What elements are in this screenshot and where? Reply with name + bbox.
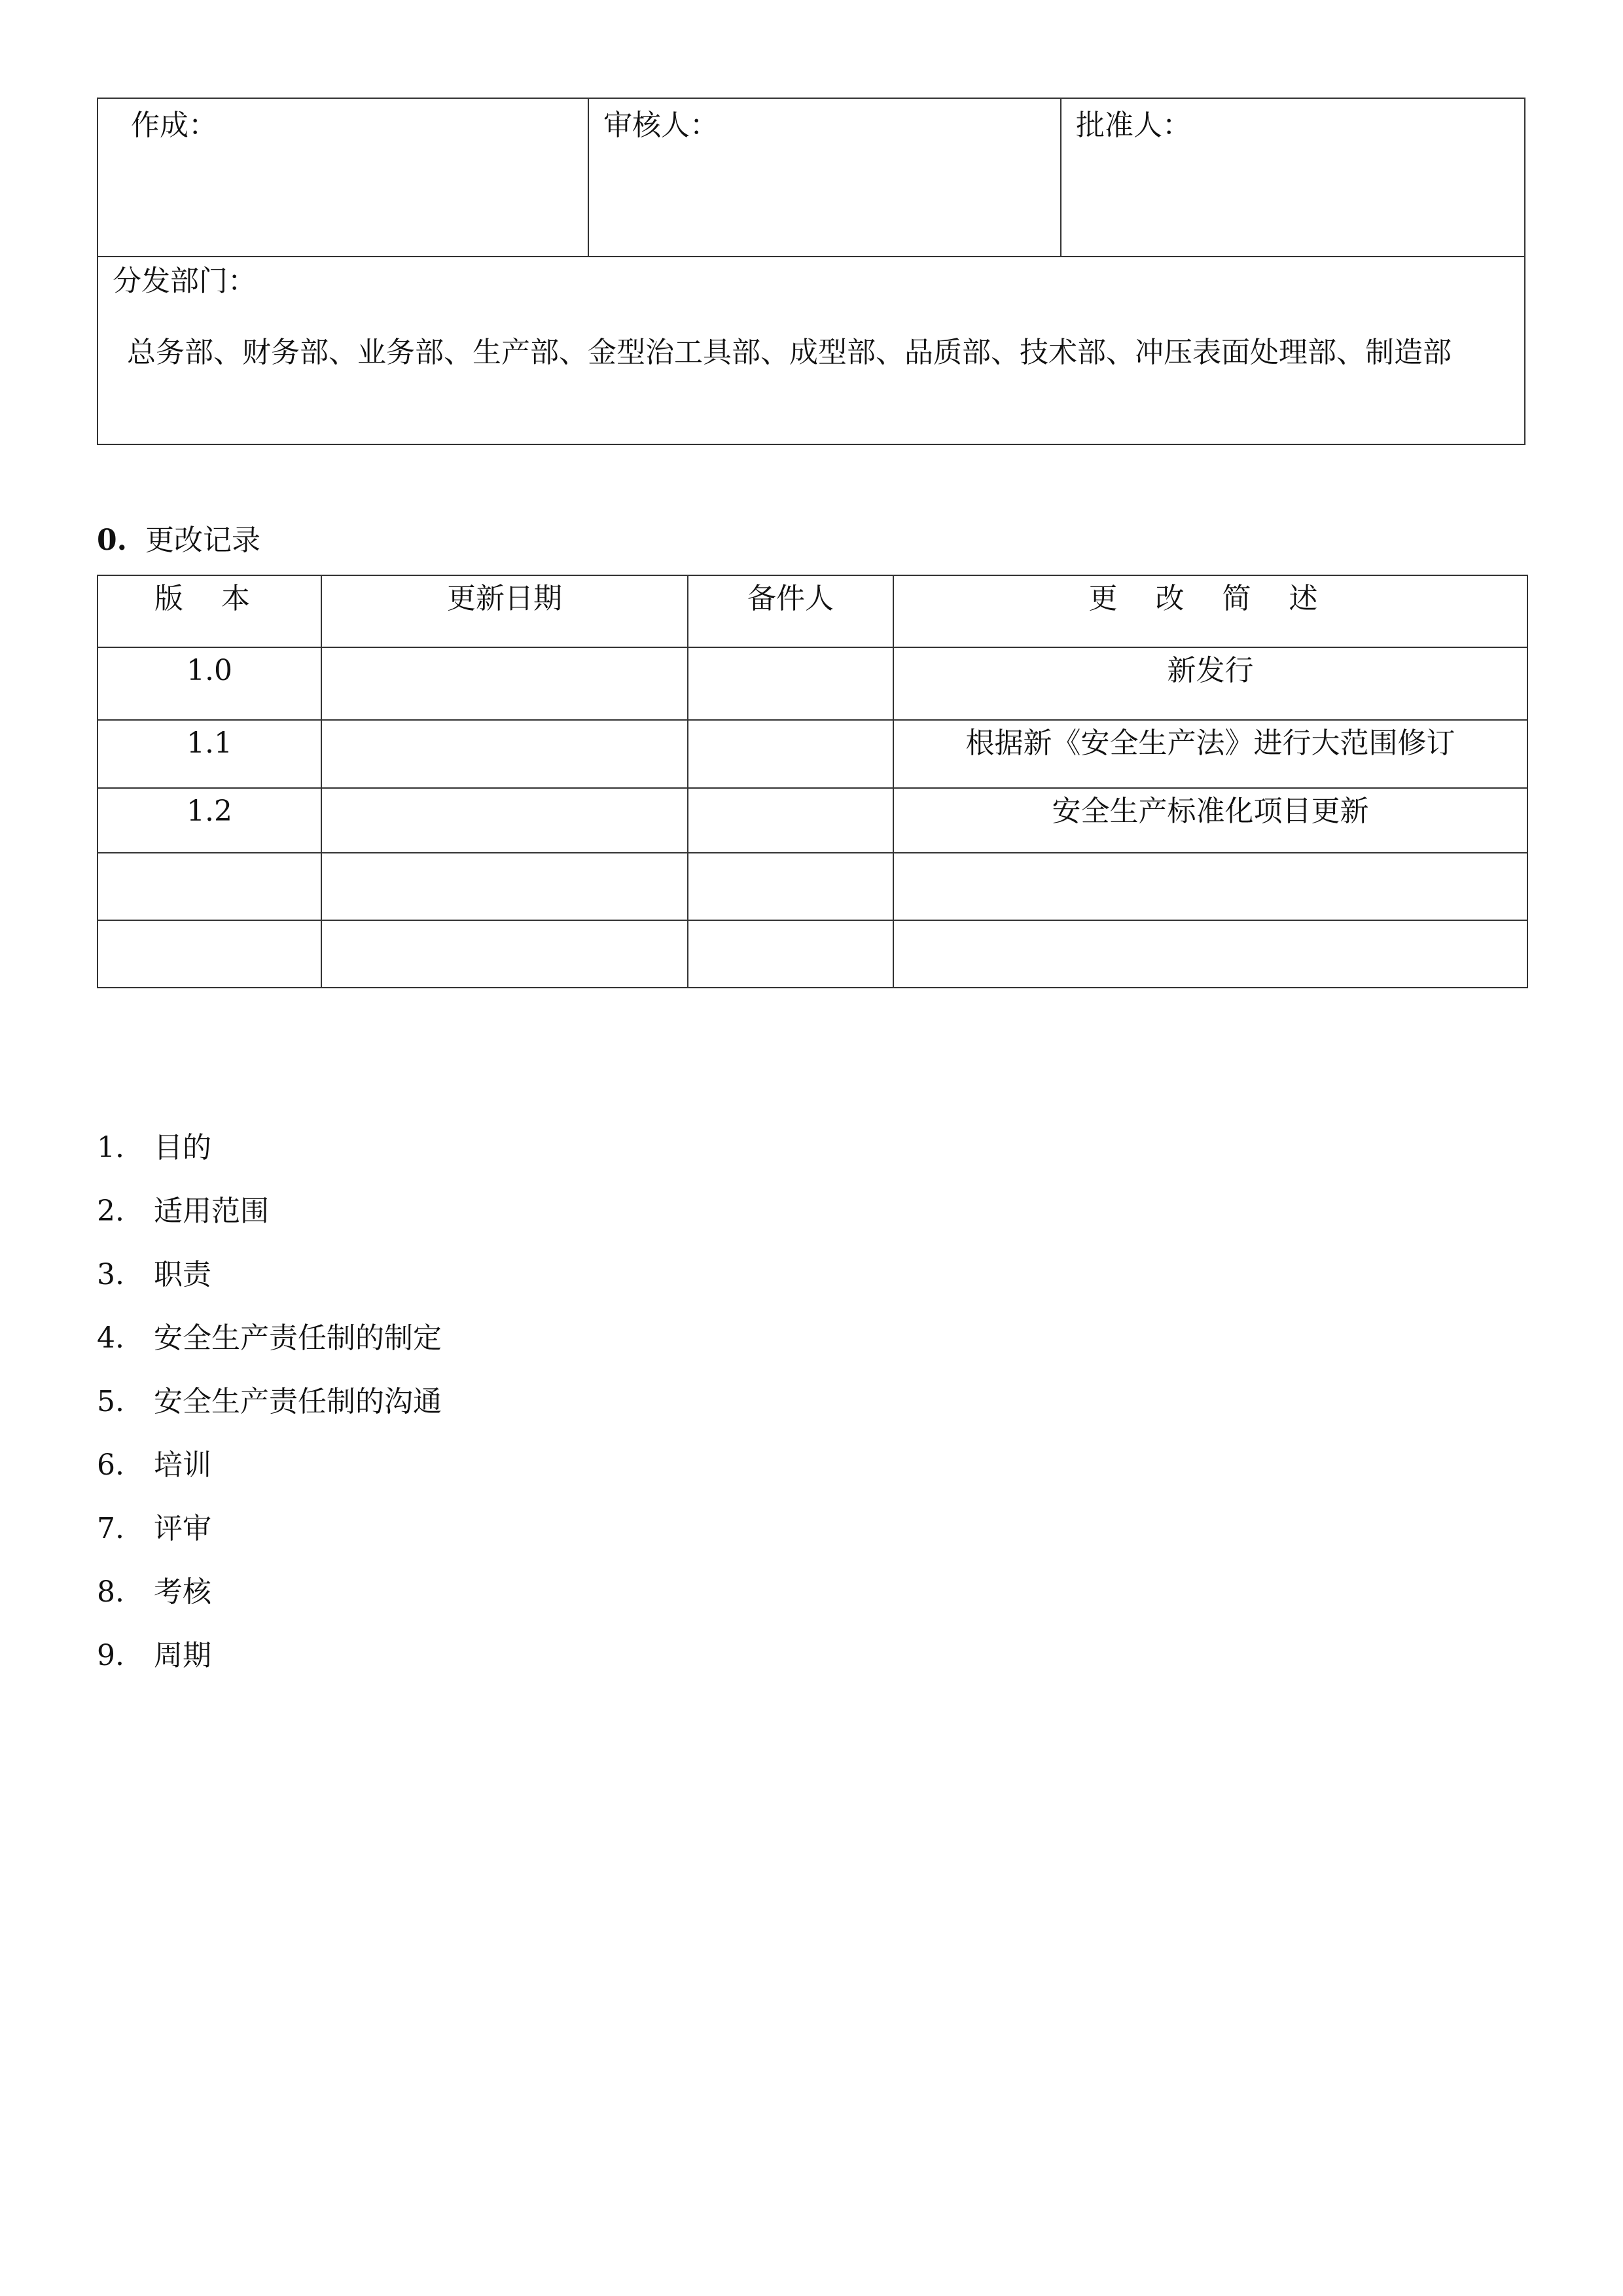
item-text: 周期 [154,1639,211,1672]
cell-description [893,853,1527,920]
header-description: 更 改 简 述 [893,575,1527,647]
cell-version: 1.2 [98,788,321,853]
item-number: 7. [97,1512,124,1545]
change-record-number: 0. [97,524,127,557]
reviewer-cell [589,99,1061,256]
item-text: 评审 [154,1512,211,1545]
cell-date [321,647,688,720]
item-text: 适用范围 [154,1194,269,1228]
table-row [98,853,1527,920]
list-item [97,1179,442,1243]
header-recorder: 备件人 [688,575,893,647]
item-number: 3. [97,1258,124,1291]
item-number: 6. [97,1448,124,1482]
change-record-heading [97,520,260,561]
list-item [97,1306,442,1370]
cell-date [321,788,688,853]
item-number: 9. [97,1639,124,1672]
distribution-departments: 总务部、财务部、业务部、生产部、金型治工具部、成型部、品质部、技术部、冲压表面处理部、制造部 [127,336,1452,369]
list-item [97,1433,442,1497]
table-header-row [98,575,1527,647]
change-record-table [97,575,1528,988]
cell-date [321,853,688,920]
table-row [98,920,1527,988]
approver-cell [1061,99,1527,256]
cell-version [98,853,321,920]
list-item [97,1624,442,1687]
author-label: 作成： [131,109,217,142]
contents-list [97,1116,442,1687]
cell-recorder [688,788,893,853]
list-item [97,1243,442,1306]
item-text: 考核 [154,1575,211,1609]
cell-version: 1.0 [98,647,321,720]
table-row [98,720,1527,788]
cell-description: 新发行 [893,647,1527,720]
change-record-title: 更改记录 [145,524,260,557]
cell-recorder [688,853,893,920]
item-number: 5. [97,1385,124,1418]
author-cell [98,99,589,256]
approval-box [97,98,1525,445]
list-item [97,1370,442,1433]
item-text: 安全生产责任制的沟通 [154,1385,442,1418]
cell-version: 1.1 [98,720,321,788]
item-text: 安全生产责任制的制定 [154,1321,442,1355]
list-item [97,1497,442,1560]
cell-description [893,920,1527,988]
list-item [97,1560,442,1624]
approver-label: 批准人： [1076,109,1191,142]
cell-version [98,920,321,988]
item-number: 4. [97,1321,124,1355]
cell-recorder [688,647,893,720]
cell-date [321,920,688,988]
item-text: 目的 [154,1131,211,1164]
reviewer-label: 审核人： [603,109,719,142]
header-version: 版 本 [98,575,321,647]
item-text: 培训 [154,1448,211,1482]
cell-description: 安全生产标准化项目更新 [893,788,1527,853]
distribution-label: 分发部门： [113,264,257,298]
item-number: 2. [97,1194,124,1228]
header-date: 更新日期 [321,575,688,647]
item-number: 8. [97,1575,124,1609]
cell-description: 根据新《安全生产法》进行大范围修订 [893,720,1527,788]
signature-row [98,99,1524,257]
cell-date [321,720,688,788]
list-item [97,1116,442,1179]
cell-recorder [688,920,893,988]
table-row [98,647,1527,720]
item-number: 1. [97,1131,124,1164]
cell-recorder [688,720,893,788]
table-row [98,788,1527,853]
item-text: 职责 [154,1258,211,1291]
